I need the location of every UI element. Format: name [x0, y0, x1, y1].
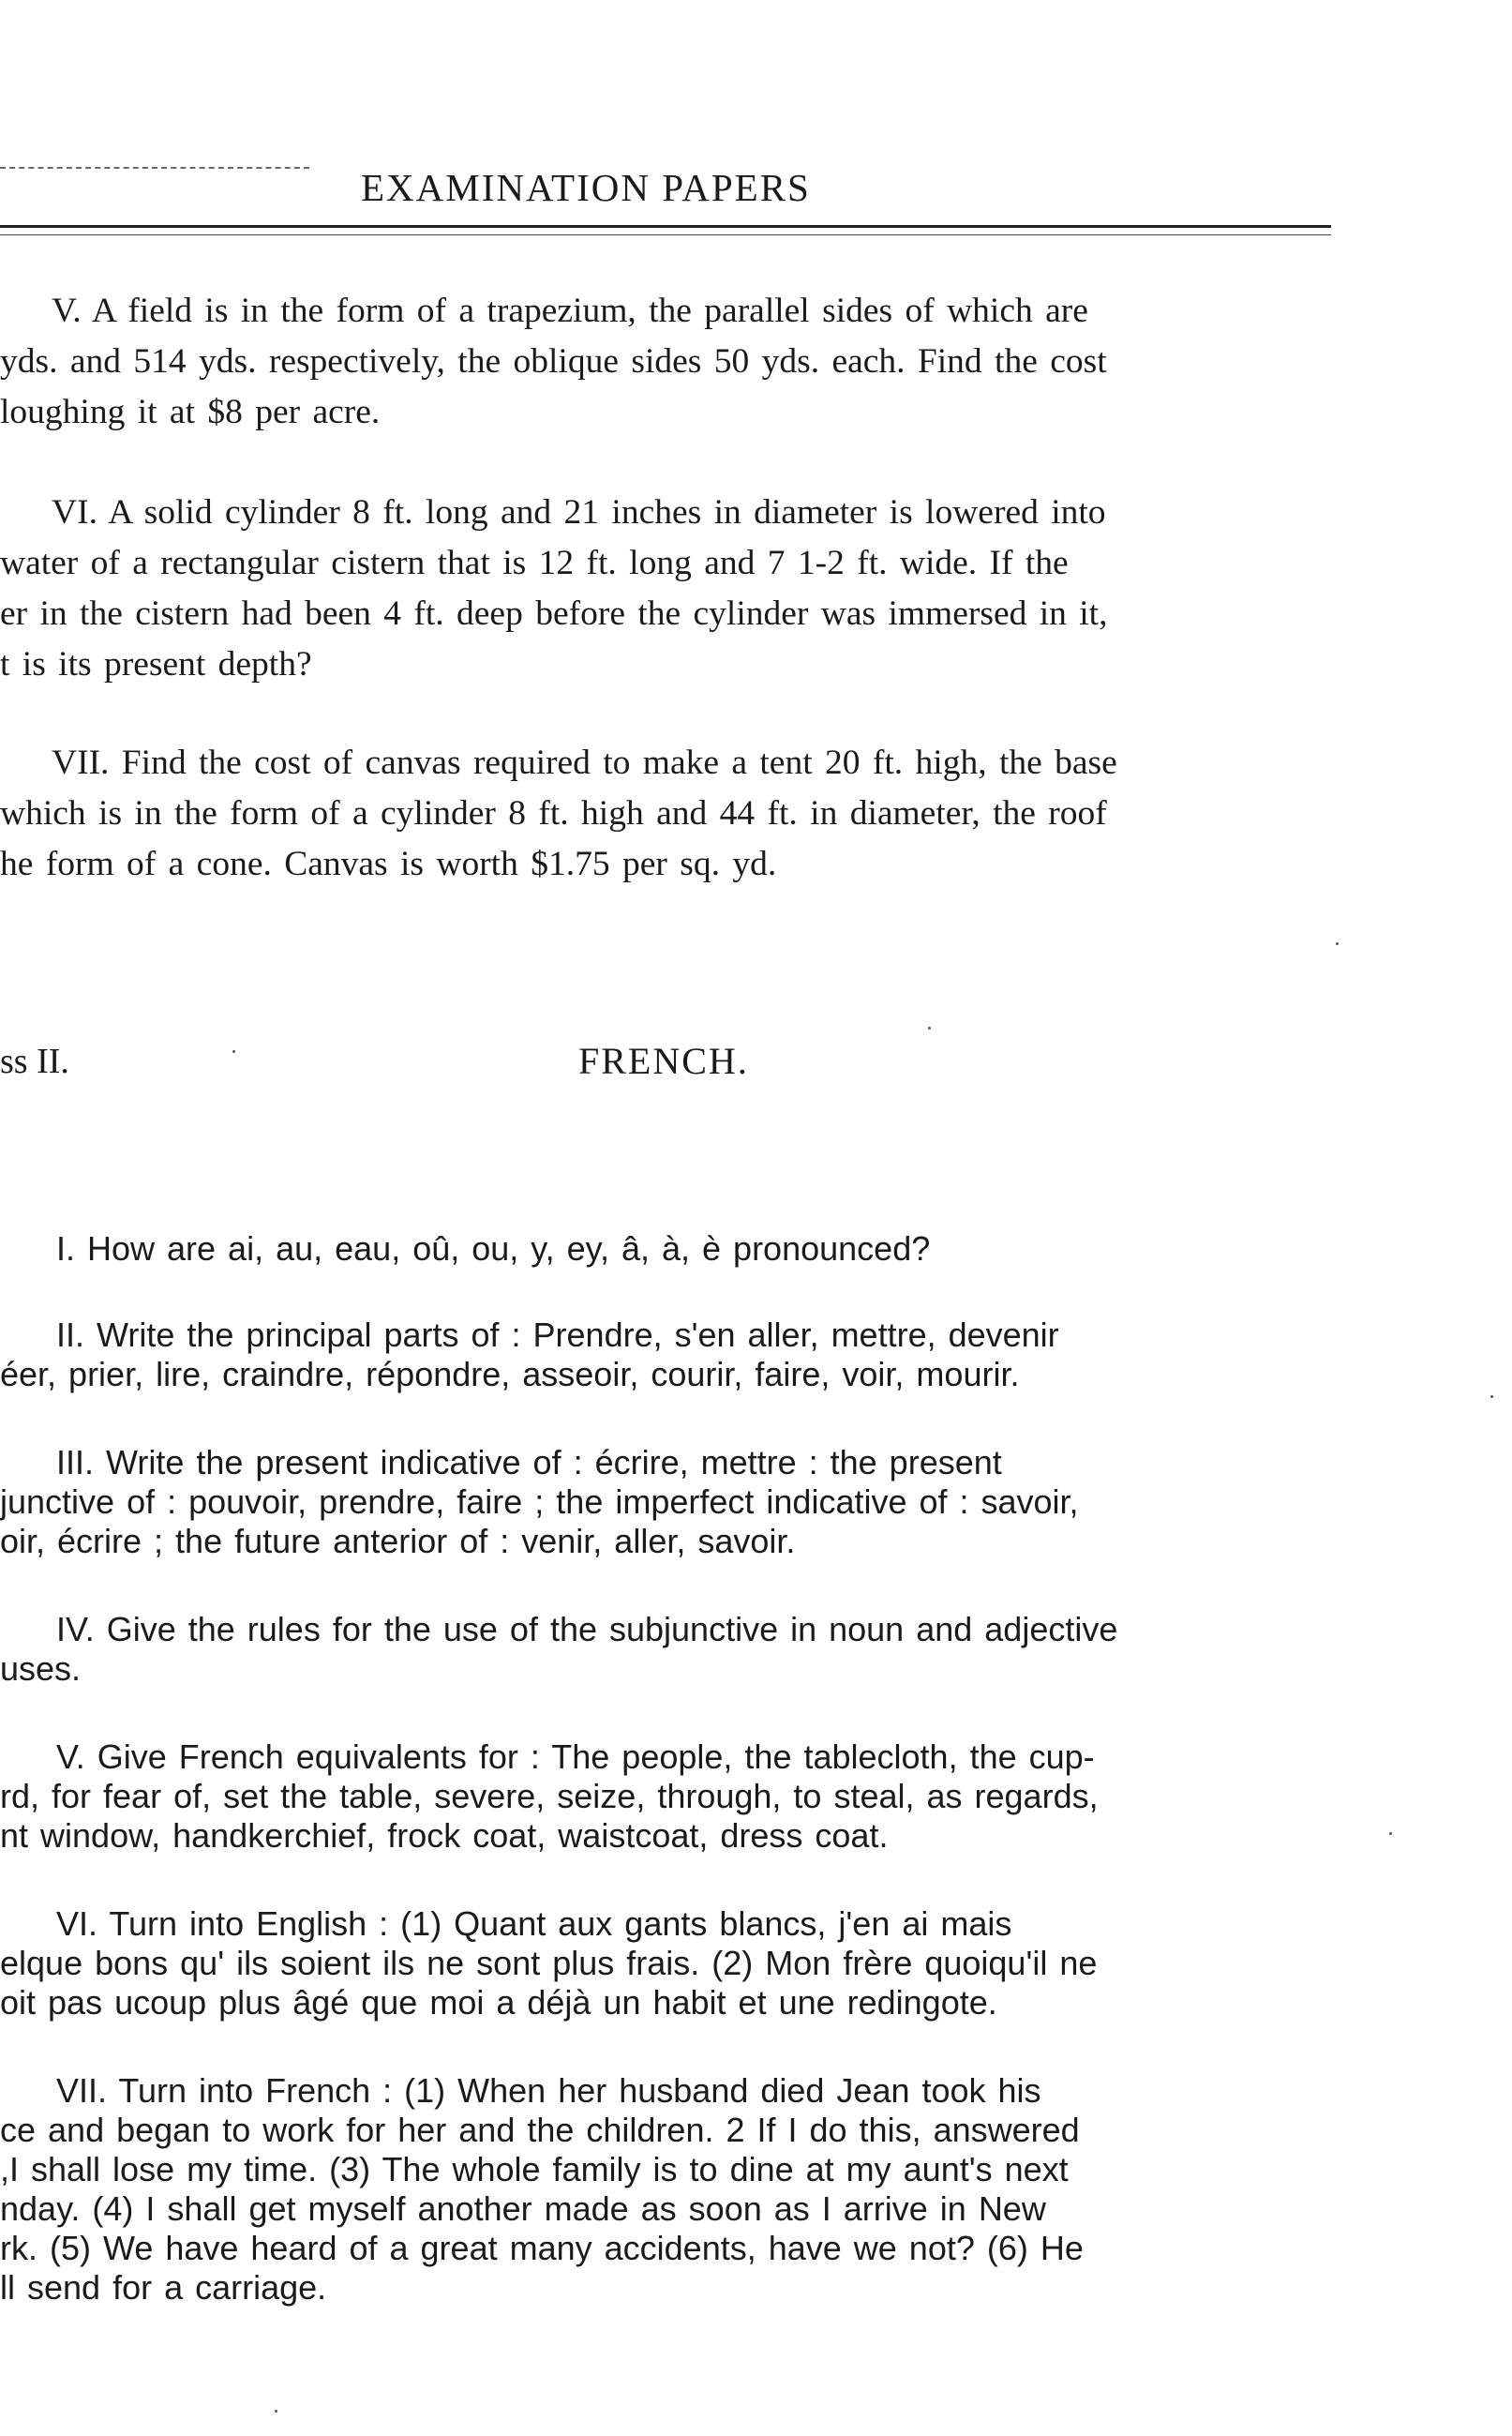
- question-line: II. Write the principal parts of : Prendre, s'en aller, mettre, devenir: [56, 1316, 1059, 1354]
- question-line: ,I shall lose my time. (3) The whole family is to dine at my aunt's next: [0, 2150, 1069, 2188]
- scan-speck: [1336, 942, 1339, 945]
- question-line: water of a rectangular cistern that is 12 ft. long and 7 1-2 ft. wide. If the: [0, 544, 1069, 582]
- question-line: IV. Give the rules for the use of the subjunctive in noun and adjective: [56, 1610, 1118, 1648]
- question-line: rd, for fear of, set the table, severe, seize, through, to steal, as regards,: [0, 1777, 1099, 1815]
- question-line: VII. Find the cost of canvas required to make a tent 20 ft. high, the base: [52, 744, 1117, 782]
- question-line: nt window, handkerchief, frock coat, waistcoat, dress coat.: [0, 1816, 889, 1855]
- question-line: t is its present depth?: [0, 645, 312, 684]
- scan-speck: [1490, 1395, 1493, 1398]
- question-line: VII. Turn into French : (1) When her husband died Jean took his: [56, 2071, 1041, 2110]
- class-label: ss II.: [0, 1042, 69, 1081]
- section-title: FRENCH.: [578, 1040, 749, 1082]
- question-line: he form of a cone. Canvas is worth $1.75 per sq. yd.: [0, 845, 777, 883]
- question-line: V. Give French equivalents for : The people, the tablecloth, the cup-: [56, 1737, 1095, 1776]
- question-line: ce and began to work for her and the children. 2 If I do this, answered: [0, 2111, 1080, 2149]
- question-line: junctive of : pouvoir, prendre, faire ; the imperfect indicative of : savoir,: [0, 1482, 1079, 1521]
- question-line: oir, écrire ; the future anterior of : venir, aller, savoir.: [0, 1522, 796, 1560]
- question-line: III. Write the present indicative of : écrire, mettre : the present: [56, 1443, 1002, 1481]
- question-line: VI. Turn into English : (1) Quant aux gants blancs, j'en ai mais: [56, 1904, 1012, 1943]
- question-line: ll send for a carriage.: [0, 2268, 327, 2307]
- question-line: yds. and 514 yds. respectively, the oblique sides 50 yds. each. Find the cost: [0, 342, 1107, 381]
- question-line: éer, prier, lire, craindre, répondre, asseoir, courir, faire, voir, mourir.: [0, 1355, 1020, 1393]
- question-line: er in the cistern had been 4 ft. deep before the cylinder was immersed in it,: [0, 594, 1108, 633]
- header-thin-rule: [0, 234, 1331, 235]
- question-line: rk. (5) We have heard of a great many accidents, have we not? (6) He: [0, 2229, 1084, 2267]
- scan-speck: [275, 2410, 277, 2413]
- top-dashed-rule: [0, 167, 309, 169]
- scan-speck: [232, 1050, 235, 1053]
- question-line: loughing it at $8 per acre.: [0, 393, 381, 431]
- question-line: elque bons qu' ils soient ils ne sont plus frais. (2) Mon frère quoiqu'il ne: [0, 1944, 1098, 1982]
- page-header-title: EXAMINATION PAPERS: [361, 166, 811, 209]
- question-line: VI. A solid cylinder 8 ft. long and 21 inches in diameter is lowered into: [52, 493, 1106, 532]
- question-line: I. How are ai, au, eau, oû, ou, y, ey, â, à, è pronounced?: [56, 1229, 931, 1268]
- header-thick-rule: [0, 225, 1331, 228]
- scan-speck: [1389, 1832, 1392, 1835]
- question-line: V. A field is in the form of a trapezium, the parallel sides of which are: [52, 292, 1088, 330]
- question-line: oit pas ucoup plus âgé que moi a déjà un habit et une redingote.: [0, 1983, 997, 2022]
- question-line: which is in the form of a cylinder 8 ft. high and 44 ft. in diameter, the roof: [0, 794, 1107, 833]
- question-line: uses.: [0, 1649, 82, 1688]
- question-line: nday. (4) I shall get myself another made as soon as I arrive in New: [0, 2189, 1046, 2228]
- scan-speck: [928, 1027, 931, 1030]
